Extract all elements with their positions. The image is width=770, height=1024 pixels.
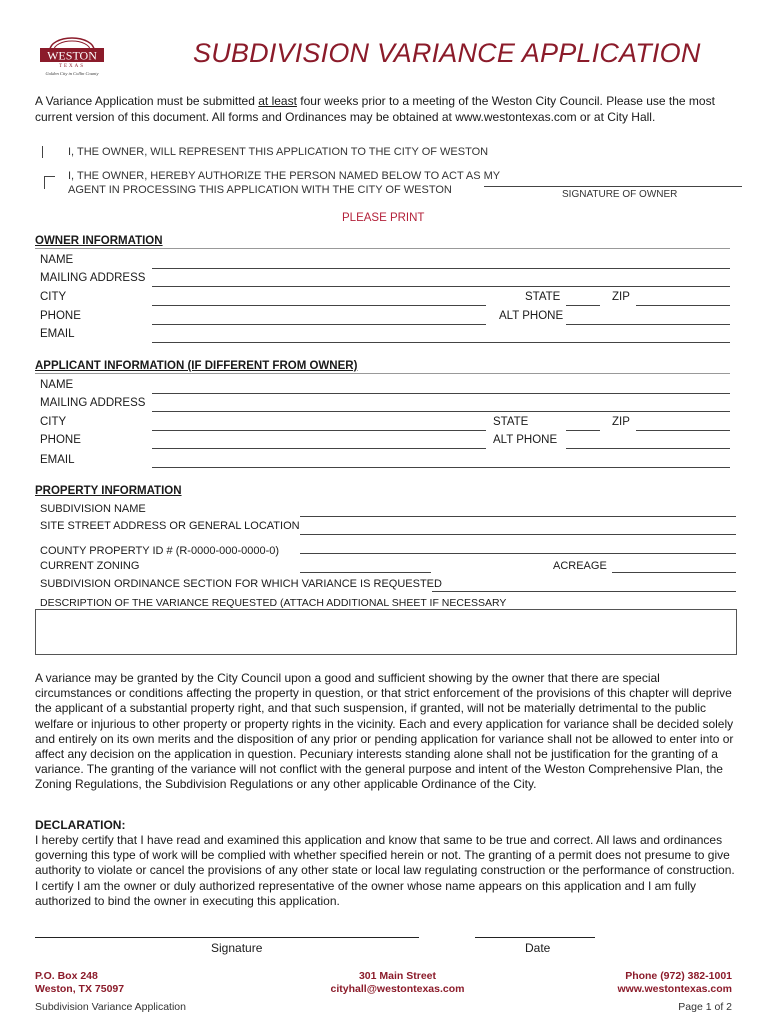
- intro-text: A Variance Application must be submitted at least four weeks prior to a meeting of the Weston City Council. Please use the most current version of this document. All forms and Ordinances may be obtained at www.westontexas.com or at City Hall.: [35, 94, 715, 124]
- owner-phone-field[interactable]: [152, 324, 486, 325]
- current-zoning-field[interactable]: [300, 572, 431, 573]
- owner-email-field[interactable]: [152, 342, 730, 343]
- applicant-mailing-field[interactable]: [152, 411, 730, 412]
- owner-zip-label: ZIP: [612, 291, 630, 303]
- applicant-phone-field[interactable]: [152, 448, 486, 449]
- option-authorize-label-1: I, THE OWNER, HEREBY AUTHORIZE THE PERSON NAMED BELOW TO ACT AS MY: [68, 170, 501, 182]
- please-print-label: PLEASE PRINT: [342, 212, 425, 224]
- footer-address: [35, 970, 124, 996]
- owner-state-label: STATE: [525, 291, 561, 303]
- applicant-name-label: NAME: [40, 379, 74, 391]
- footer-page-number: Page 1 of 2: [678, 1001, 732, 1013]
- option-represent-checkbox[interactable]: [42, 146, 52, 158]
- property-section-heading: PROPERTY INFORMATION: [35, 485, 182, 497]
- owner-section-rule: [35, 248, 730, 249]
- ordinance-section-label: SUBDIVISION ORDINANCE SECTION FOR WHICH VARIANCE IS REQUESTED: [40, 578, 442, 590]
- owner-mailing-label: MAILING ADDRESS: [40, 272, 146, 284]
- subdivision-name-field[interactable]: [300, 516, 736, 517]
- subdivision-name-label: SUBDIVISION NAME: [40, 503, 146, 515]
- footer-doc-name: Subdivision Variance Application: [35, 1001, 186, 1013]
- date-line[interactable]: [475, 937, 595, 938]
- owner-alt-phone-field[interactable]: [566, 324, 730, 325]
- applicant-zip-field[interactable]: [636, 430, 730, 431]
- owner-section-heading: OWNER INFORMATION: [35, 235, 163, 247]
- site-address-label: SITE STREET ADDRESS OR GENERAL LOCATION: [40, 520, 300, 532]
- footer-phone: Phone (972) 382-1001: [625, 970, 732, 982]
- owner-alt-phone-label: ALT PHONE: [499, 310, 564, 322]
- owner-name-field[interactable]: [152, 268, 730, 269]
- applicant-city-field[interactable]: [152, 430, 486, 431]
- date-label: Date: [525, 941, 551, 955]
- current-zoning-label: CURRENT ZONING: [40, 560, 140, 572]
- signature-label: Signature: [211, 941, 263, 955]
- owner-name-label: NAME: [40, 254, 74, 266]
- site-address-field[interactable]: [300, 534, 736, 535]
- option-represent-label: I, THE OWNER, WILL REPRESENT THIS APPLICATION TO THE CITY OF WESTON: [68, 146, 489, 158]
- county-id-label: COUNTY PROPERTY ID # (R-0000-000-0000-0): [40, 545, 280, 557]
- owner-city-label: CITY: [40, 291, 67, 303]
- applicant-zip-label: ZIP: [612, 416, 630, 428]
- applicant-alt-phone-label: ALT PHONE: [493, 434, 558, 446]
- option-authorize-checkbox[interactable]: [44, 176, 55, 189]
- applicant-state-field[interactable]: [566, 430, 600, 431]
- logo-sub: TEXAS: [58, 64, 86, 69]
- declaration-heading: DECLARATION:: [35, 818, 126, 832]
- applicant-name-field[interactable]: [152, 393, 730, 394]
- owner-phone-label: PHONE: [40, 310, 81, 322]
- footer-center: [300, 970, 495, 996]
- applicant-email-field[interactable]: [152, 467, 730, 468]
- description-textarea[interactable]: [35, 609, 737, 655]
- declaration-text: I hereby certify that I have read and examined this application and know that same to be true and correct. All laws and ordinances governing this type of work will be complied with whether specified herein or not. The granting of a permit does not presume to give authority to violate or cancel the provisions of any other state or local law regulating construction or the performance of construction. I certify I am the owner or duly authorized representative of the owner whose name appears on this application and I am fully authorized to bind the owner in executing this application.: [35, 833, 735, 908]
- owner-zip-field[interactable]: [636, 305, 730, 306]
- county-id-field[interactable]: [300, 553, 736, 554]
- footer-web[interactable]: www.westontexas.com: [617, 983, 732, 995]
- ordinance-section-field[interactable]: [432, 591, 736, 592]
- applicant-section-heading: APPLICANT INFORMATION (IF DIFFERENT FROM OWNER): [35, 360, 358, 372]
- weston-logo: [36, 36, 106, 76]
- variance-paragraph: A variance may be granted by the City Council upon a good and sufficient showing by the owner that there are special circumstances or conditions affecting the property in question, or that strict enforcement of the provisions of this chapter will deprive the applicant of a substantial property right, and that such suspension, if granted, will not be materially detrimental to the public welfare or injurious to other property or property rights in the vicinity. Each and every application for variance shall be decided solely and entirely on its own merits and the disposition of any prior or pending application for variance shall not be allowed to enter into or affect any decision on the application in question. Pecuniary interests standing alone shall not be justification for the granting of a variance. The granting of the variance will not conflict with the general purpose and intent of the Weston Comprehensive Plan, the Zoning Regulations, the Subdivision Regulations or any other applicable Ordinance of the City.: [35, 671, 734, 792]
- signature-of-owner-label: SIGNATURE OF OWNER: [562, 189, 678, 200]
- footer-email[interactable]: cityhall@westontexas.com: [330, 983, 465, 995]
- acreage-field[interactable]: [612, 572, 736, 573]
- option-authorize-label-2: AGENT IN PROCESSING THIS APPLICATION WITH THE CITY OF WESTON: [68, 184, 452, 196]
- owner-mailing-field[interactable]: [152, 286, 730, 287]
- acreage-label: ACREAGE: [553, 560, 607, 572]
- applicant-city-label: CITY: [40, 416, 67, 428]
- owner-city-field[interactable]: [152, 305, 486, 306]
- applicant-section-rule: [35, 373, 730, 374]
- owner-email-label: EMAIL: [40, 328, 75, 340]
- description-label: DESCRIPTION OF THE VARIANCE REQUESTED (ATTACH ADDITIONAL SHEET IF NECESSARY: [40, 597, 507, 609]
- footer-contact: [560, 970, 732, 996]
- owner-state-field[interactable]: [566, 305, 600, 306]
- intro-underlined: at least: [258, 94, 297, 108]
- footer-po-box: P.O. Box 248: [35, 970, 98, 982]
- footer-street: 301 Main Street: [358, 970, 437, 982]
- owner-signature-line[interactable]: [484, 186, 742, 187]
- logo-name: WESTON: [47, 48, 97, 63]
- logo-tagline: Golden City in Collin County: [45, 71, 99, 76]
- applicant-state-label: STATE: [493, 416, 529, 428]
- applicant-phone-label: PHONE: [40, 434, 81, 446]
- footer-city-state: Weston, TX 75097: [35, 983, 125, 995]
- page-title: SUBDIVISION VARIANCE APPLICATION: [193, 38, 701, 68]
- applicant-alt-phone-field[interactable]: [566, 448, 730, 449]
- signature-line[interactable]: [35, 937, 419, 938]
- applicant-mailing-label: MAILING ADDRESS: [40, 397, 146, 409]
- applicant-email-label: EMAIL: [40, 454, 75, 466]
